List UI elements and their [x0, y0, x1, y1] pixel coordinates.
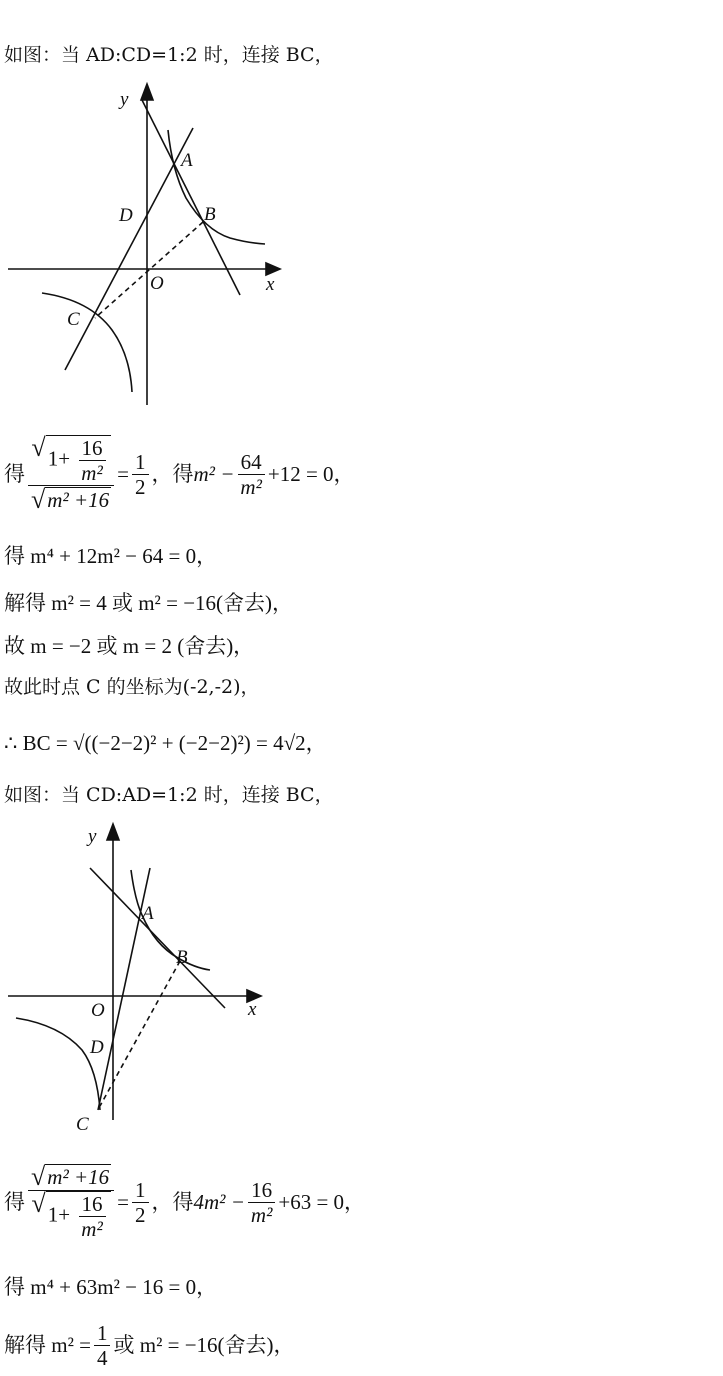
label-d: D: [90, 1037, 104, 1058]
fraction-64-m2: $\frac{64}{\text{m²}}$: [237, 450, 264, 499]
label-y: y: [88, 826, 97, 847]
segment-bc: [95, 222, 203, 318]
text-line-3: 得 m⁴ + 12m² − 64 = 0，: [4, 544, 218, 568]
y-axis-arrow: [107, 824, 119, 840]
label-o: O: [150, 273, 164, 294]
text-line-1: 如图：当 AD:CD=1:2 时，连接 BC，: [4, 44, 334, 66]
fraction-half-1: $\frac{1}{2}$: [132, 450, 149, 499]
text-line-6: 故此时点 C 的坐标为(-2,-2)，: [4, 676, 260, 698]
label-x: x: [248, 999, 257, 1020]
label-b: B: [176, 947, 188, 968]
label-o: O: [91, 1000, 105, 1021]
label-x: x: [266, 274, 275, 295]
y-axis-arrow: [141, 84, 153, 100]
fraction-quarter: $\frac{1}{4}$: [94, 1321, 111, 1370]
label-y: y: [120, 89, 129, 110]
text-line-10: 得 m⁴ + 63m² − 16 = 0，: [4, 1275, 218, 1299]
text-de: 得: [4, 462, 25, 486]
label-b: B: [204, 204, 216, 225]
text-line-5: 故 m = −2 或 m = 2 (舍去)，: [4, 634, 255, 658]
label-c: C: [67, 309, 80, 330]
label-a: A: [142, 903, 154, 924]
fraction-ratio-1: √ 1+ $\frac{16}{\text{m²}}$ √ m² +16: [28, 435, 114, 513]
line-through-a-b: [90, 868, 225, 1008]
equation-line-9: 得 √ m² +16 √ 1+ $\frac{16}{\text{m²}}$ = $\frac{1}{2}$ ，得 4m² − $\frac{16}{\text{m²}}$ +63 = 0，: [4, 1162, 366, 1242]
hyperbola-branch-2: [16, 1018, 100, 1110]
equation-line-2: 得 √ 1+ $\frac{16}{\text{m²}}$ √ m² +16 = $\frac{1}{2}$ ，得 m² − $\frac{64}{\text{m²}}$ +12 = 0，: [4, 432, 355, 515]
fraction-16-m2: $\frac{16}{\text{m²}}$: [248, 1178, 275, 1227]
figure-1: [0, 80, 300, 410]
label-a: A: [181, 150, 193, 171]
hyperbola-branch-2: [42, 293, 132, 392]
text-line-7: ∴ BC = √((−2−2)² + (−2−2)²) = 4√2，: [4, 731, 327, 755]
segment-bc: [100, 961, 180, 1106]
fraction-half-2: $\frac{1}{2}$: [132, 1178, 149, 1227]
equation-line-11: 解得 m² = $\frac{1}{4}$ 或 m² = −16(舍去)，: [4, 1320, 295, 1370]
text-line-4: 解得 m² = 4 或 m² = −16(舍去)，: [4, 591, 294, 615]
label-c: C: [76, 1114, 89, 1135]
label-d: D: [119, 205, 133, 226]
text-line-8: 如图：当 CD:AD=1:2 时，连接 BC，: [4, 784, 334, 806]
fraction-ratio-2: √ m² +16 √ 1+ $\frac{16}{\text{m²}}$: [28, 1163, 114, 1241]
figure-2: [0, 820, 290, 1140]
